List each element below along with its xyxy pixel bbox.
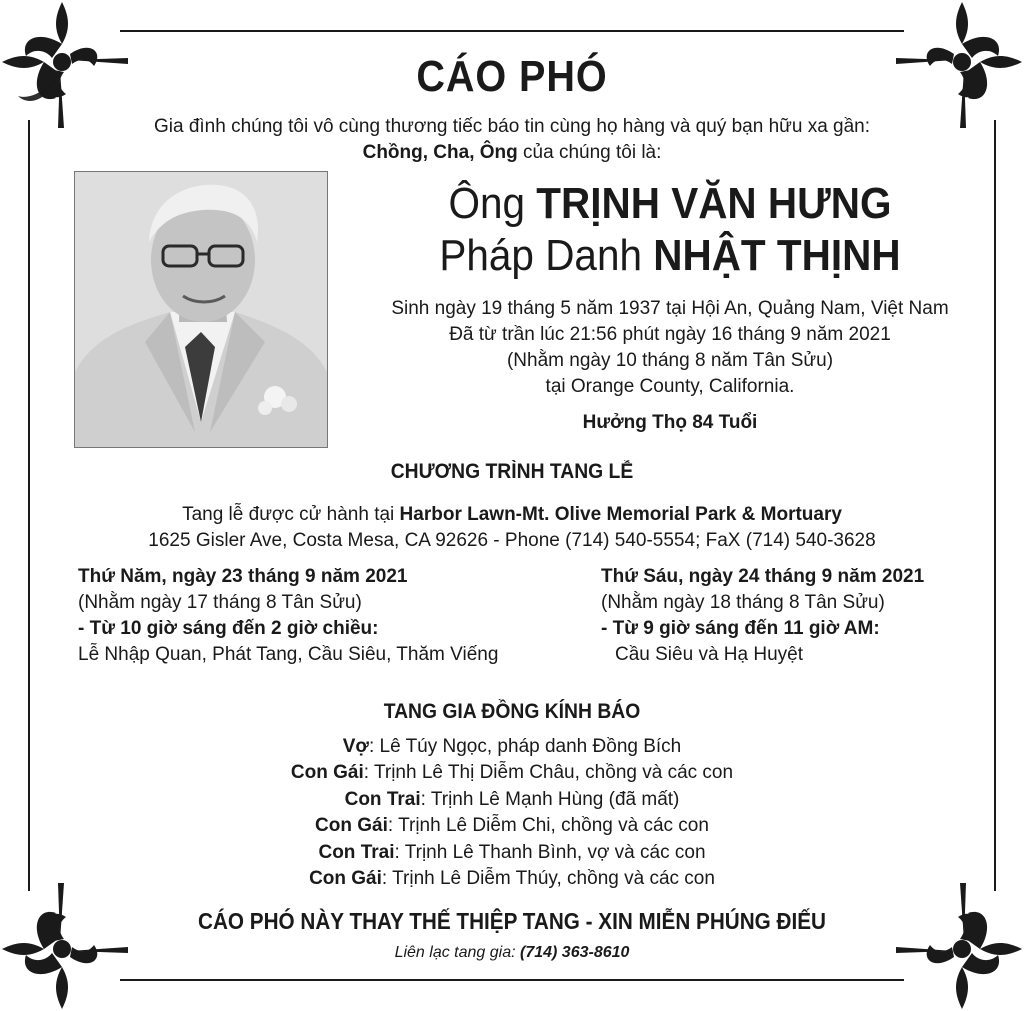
place-line: tại Orange County, California. xyxy=(545,376,795,397)
list-item xyxy=(0,787,1024,813)
venue-address: 1625 Gisler Ave, Costa Mesa, CA 92626 - Phone (714) 540-5554; FaX (714) 540-3628 xyxy=(148,530,876,551)
relation-bold: Chồng, Cha, Ông xyxy=(362,142,518,163)
contact-label: Liên lạc tang gia: xyxy=(394,944,520,961)
venue-line xyxy=(0,502,1024,528)
member-role: Con Trai xyxy=(318,841,395,863)
day1-date: Thứ Năm, ngày 23 tháng 9 năm 2021 xyxy=(78,566,408,587)
schedule-day-2 xyxy=(601,564,1001,668)
member-sep: : xyxy=(420,788,431,810)
member-name: Trịnh Lê Diễm Thúy, chồng và các con xyxy=(392,868,715,890)
dharma-prefix: Pháp Danh xyxy=(439,231,654,280)
born-line: Sinh ngày 19 tháng 5 năm 1937 tại Hội An, Quảng Nam, Việt Nam xyxy=(391,298,949,319)
deceased-name-line xyxy=(385,178,955,230)
deceased-name: TRỊNH VĂN HƯNG xyxy=(536,179,892,228)
lunar-date-line: (Nhằm ngày 10 tháng 8 năm Tân Sửu) xyxy=(506,350,834,371)
member-role: Con Trai xyxy=(344,788,421,810)
deceased-name-block xyxy=(360,178,980,282)
member-sep: : xyxy=(394,841,405,863)
portrait-illustration xyxy=(75,172,327,447)
member-role: Vợ xyxy=(342,736,369,757)
frame-border-top xyxy=(120,30,904,32)
day1-lunar: (Nhằm ngày 17 tháng 8 Tân Sửu) xyxy=(78,592,362,613)
intro-text: Gia đình chúng tôi vô cùng thương tiếc báo tin cùng họ hàng và quý bạn hữu xa gần: xyxy=(153,116,871,137)
portrait-photo xyxy=(74,171,328,448)
member-name: Trịnh Lê Diễm Chi, chồng và các con xyxy=(398,815,709,837)
dharma-name-line xyxy=(385,230,955,282)
member-role: Con Gái xyxy=(309,868,382,890)
day2-time: - Từ 9 giờ sáng đến 11 giờ AM: xyxy=(601,618,880,639)
member-sep: : xyxy=(387,815,399,837)
dharma-name: NHẬT THỊNH xyxy=(653,231,901,280)
relation-line xyxy=(0,142,1024,164)
venue-name: Harbor Lawn-Mt. Olive Memorial Park & Mortuary xyxy=(399,504,842,525)
schedule-day-1 xyxy=(78,564,538,668)
list-item xyxy=(0,760,1024,786)
list-item xyxy=(0,813,1024,839)
member-name: Trịnh Lê Mạnh Hùng (đã mất) xyxy=(430,788,680,810)
member-sep: : xyxy=(381,868,393,890)
family-list xyxy=(0,734,1024,892)
contact-phone: (714) 363-8610 xyxy=(520,944,630,961)
program-heading: CHƯƠNG TRÌNH TANG LỄ xyxy=(390,460,634,483)
day2-events: Cầu Siêu và Hạ Huyệt xyxy=(615,644,803,665)
member-name: Lê Túy Ngọc, pháp danh Đồng Bích xyxy=(379,736,682,757)
relation-rest: của chúng tôi là: xyxy=(517,142,662,163)
deceased-bio xyxy=(345,296,995,400)
venue-prefix: Tang lễ được cử hành tại xyxy=(182,504,400,525)
day1-time: - Từ 10 giờ sáng đến 2 giờ chiều: xyxy=(78,618,379,639)
member-name: Trịnh Lê Thanh Bình, vợ và các con xyxy=(404,841,706,863)
age-line: Hưởng Thọ 84 Tuổi xyxy=(582,412,758,433)
day2-lunar: (Nhằm ngày 18 tháng 8 Tân Sửu) xyxy=(601,592,885,613)
member-role: Con Gái xyxy=(290,762,364,784)
day2-date: Thứ Sáu, ngày 24 tháng 9 năm 2021 xyxy=(601,566,925,587)
page-title: CÁO PHÓ xyxy=(416,52,608,101)
member-role: Con Gái xyxy=(315,815,388,837)
died-line: Đã từ trần lúc 21:56 phút ngày 16 tháng 9 năm 2021 xyxy=(449,324,891,345)
list-item xyxy=(0,734,1024,760)
list-item xyxy=(0,840,1024,866)
member-sep: : xyxy=(368,736,380,757)
venue-block xyxy=(0,502,1024,554)
name-prefix: Ông xyxy=(448,179,537,228)
member-sep: : xyxy=(363,762,374,784)
list-item xyxy=(0,866,1024,892)
frame-border-bottom xyxy=(120,979,904,981)
footer-notice: CÁO PHÓ NÀY THAY THẾ THIỆP TANG - XIN MIỄN PHÚNG ĐIẾU xyxy=(198,908,826,934)
day1-events: Lễ Nhập Quan, Phát Tang, Cầu Siêu, Thăm Viếng xyxy=(78,644,499,665)
contact-line xyxy=(0,944,1024,962)
member-name: Trịnh Lê Thị Diễm Châu, chồng và các con xyxy=(373,762,734,784)
family-heading: TANG GIA ĐỒNG KÍNH BÁO xyxy=(383,700,641,723)
